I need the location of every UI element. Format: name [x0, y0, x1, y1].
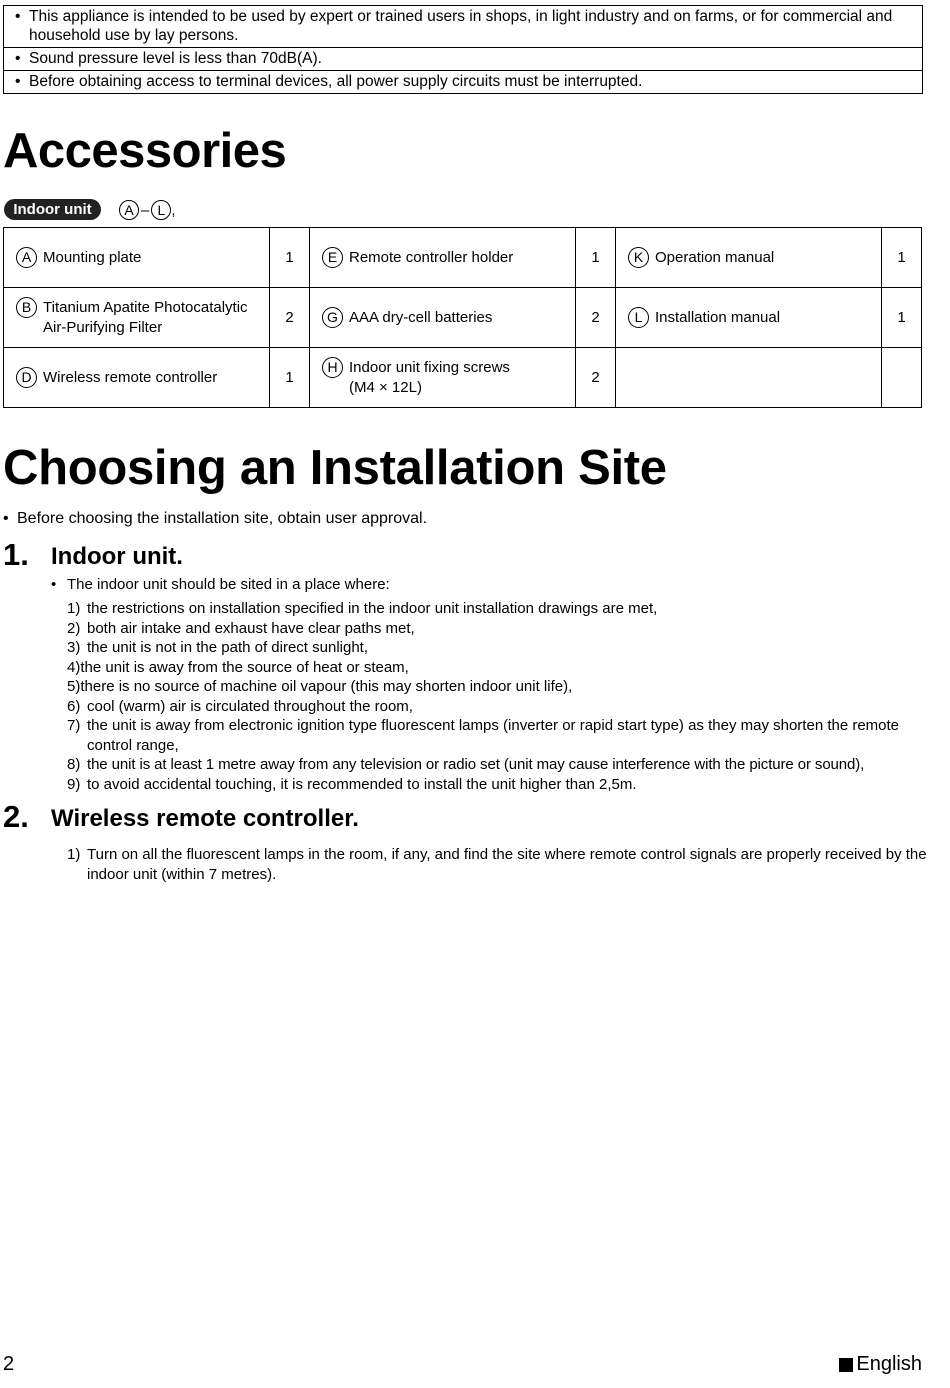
item-number: 1) — [67, 846, 81, 863]
letter-icon: L — [628, 307, 649, 328]
notice-row — [4, 48, 922, 71]
accessory-cell — [310, 228, 576, 288]
list-item — [67, 697, 927, 717]
item-number: 9) — [67, 775, 81, 793]
item-number: 4) — [67, 658, 81, 676]
list-item — [67, 619, 927, 639]
notice-text: Sound pressure level is less than 70dB(A). — [29, 50, 322, 67]
letter-icon: D — [16, 367, 37, 388]
accessory-name: Wireless remote controller — [43, 369, 218, 386]
letter-icon: E — [322, 247, 343, 268]
language-text: English — [856, 1353, 922, 1375]
range-suffix: , — [171, 201, 176, 219]
indoor-unit-badge: Indoor unit — [4, 199, 101, 220]
accessory-name-block — [349, 357, 510, 398]
item-text: the unit is away from the source of heat or steam, — [80, 658, 409, 676]
accessory-cell — [4, 228, 270, 288]
range-dash: – — [141, 201, 150, 219]
notice-row — [4, 6, 922, 48]
section-number: 2. — [3, 799, 29, 834]
accessory-cell — [310, 288, 576, 348]
section-number: 1. — [3, 537, 29, 572]
accessory-qty: 1 — [882, 288, 922, 348]
accessories-heading: Accessories — [3, 124, 287, 178]
siting-conditions-list — [67, 599, 927, 794]
item-number: 3) — [67, 639, 81, 656]
notice-text: Before obtaining access to terminal devices, all power supply circuits must be interrupted. — [29, 73, 643, 90]
accessory-name: Installation manual — [655, 309, 781, 326]
letter-icon: K — [628, 247, 649, 268]
letter-l-icon: L — [151, 200, 171, 220]
bullet: • — [51, 576, 57, 593]
section-title: Indoor unit. — [51, 543, 183, 570]
item-text: both air intake and exhaust have clear paths met, — [87, 619, 415, 637]
language-label — [839, 1353, 922, 1376]
item-text: the restrictions on installation specified in the indoor unit installation drawings are met, — [87, 600, 658, 617]
item-text: the unit is away from electronic ignition type fluorescent lamps (inverter or rapid start type) as they may shorten the remote control range, — [87, 717, 900, 754]
approval-note — [3, 510, 427, 528]
list-item — [67, 599, 927, 619]
accessory-qty: 1 — [270, 228, 310, 288]
accessory-qty: 1 — [576, 228, 616, 288]
item-text: cool (warm) air is circulated throughout the room, — [87, 697, 413, 715]
section-title: Wireless remote controller. — [51, 805, 359, 832]
item-number: 2) — [67, 619, 81, 637]
item-number: 1) — [67, 600, 81, 617]
accessory-name: Mounting plate — [43, 249, 142, 266]
item-text: the unit is not in the path of direct sunlight, — [87, 639, 369, 656]
intro-text: The indoor unit should be sited in a place where: — [67, 576, 390, 593]
letter-icon: H — [322, 357, 343, 378]
accessory-qty: 1 — [270, 348, 310, 408]
accessory-cell — [4, 348, 270, 408]
table-row — [4, 348, 922, 408]
accessory-spec: (M4 × 12L) — [349, 379, 422, 396]
table-row — [4, 288, 922, 348]
item-text: there is no source of machine oil vapour (this may shorten indoor unit life), — [80, 678, 573, 695]
page-number: 2 — [3, 1353, 15, 1375]
notice-row — [4, 71, 922, 93]
section-intro — [51, 576, 390, 593]
letter-icon: A — [16, 247, 37, 268]
list-item — [67, 638, 927, 658]
letter-icon: B — [16, 297, 37, 318]
accessory-name: Titanium Apatite Photocatalytic Air-Purifying Filter — [43, 299, 248, 336]
list-item — [67, 658, 927, 678]
bullet: • — [15, 8, 21, 25]
table-row — [4, 228, 922, 288]
accessory-qty: 1 — [882, 228, 922, 288]
accessory-cell-empty — [616, 348, 882, 408]
item-text: to avoid accidental touching, it is recommended to install the unit higher than 2,5m. — [87, 775, 637, 793]
accessory-name: Indoor unit fixing screws — [349, 359, 510, 376]
list-item — [67, 775, 927, 795]
notice-box — [3, 5, 923, 94]
letter-icon: G — [322, 307, 343, 328]
item-text: Turn on all the fluorescent lamps in the room, if any, and find the site where remote control signals are properly received by the indoor unit (within 7 metres). — [87, 846, 927, 883]
accessory-qty: 2 — [270, 288, 310, 348]
bullet: • — [15, 50, 21, 67]
item-number: 7) — [67, 717, 81, 734]
approval-text: Before choosing the installation site, obtain user approval. — [17, 510, 428, 527]
accessory-qty-empty — [882, 348, 922, 408]
accessory-name: AAA dry-cell batteries — [349, 309, 493, 326]
list-item — [67, 716, 927, 755]
accessories-table — [3, 227, 922, 408]
list-item — [67, 677, 927, 697]
letter-a-icon: A — [119, 200, 139, 220]
list-item — [67, 845, 927, 884]
accessory-cell — [4, 288, 270, 348]
accessory-name: Remote controller holder — [349, 249, 514, 266]
accessory-name: Operation manual — [655, 249, 775, 266]
item-number: 8) — [67, 756, 81, 773]
square-icon — [839, 1358, 853, 1372]
accessory-cell — [310, 348, 576, 408]
list-item — [67, 755, 927, 775]
accessory-range — [119, 198, 176, 222]
item-text: the unit is at least 1 metre away from any television or radio set (unit may cause interference with the picture or sound), — [87, 756, 865, 773]
accessory-cell — [616, 288, 882, 348]
accessory-qty: 2 — [576, 288, 616, 348]
notice-text: This appliance is intended to be used by expert or trained users in shops, in light industry and on farms, or for commercial and household use by lay persons. — [29, 8, 893, 44]
item-number: 6) — [67, 697, 81, 715]
accessory-cell — [616, 228, 882, 288]
bullet: • — [15, 73, 21, 90]
remote-controller-list — [67, 845, 927, 884]
item-number: 5) — [67, 678, 81, 695]
bullet: • — [3, 510, 9, 527]
installation-site-heading: Choosing an Installation Site — [3, 441, 667, 495]
accessory-qty: 2 — [576, 348, 616, 408]
